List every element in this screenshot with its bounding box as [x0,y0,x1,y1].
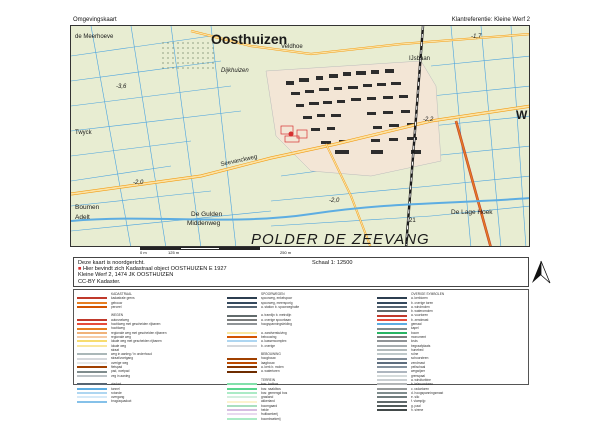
de-gulden-label: De Gulden [191,211,223,218]
legend-label: viaduct [111,382,122,387]
legend-label: BEBOUWING [261,352,281,357]
legend-label: d. hoogspanningsmast [411,390,444,395]
height-label: -2,2 [423,117,434,123]
legend-label: a. kerk b. molen [261,365,284,370]
scale-note: Schaal 1: 12500 [312,260,353,266]
legend-swatch [377,353,407,355]
legend-label: autosnelweg [111,317,129,322]
legend-swatch [377,379,407,381]
legend-label: TERREIN [261,377,275,382]
height-label: 21 [409,218,416,224]
legend-swatch [227,409,257,411]
topographic-map [71,26,530,247]
legend-swatch [227,336,257,338]
location-marker [289,132,294,137]
legend-swatch [377,332,407,334]
legend-swatch [227,396,257,398]
legend-label: a. station b. spoorweghalte [261,304,300,309]
info-box [73,257,529,287]
license-note: CC-BY Kadaster. [78,278,121,285]
orchard-area [161,41,216,71]
legend-swatch [377,336,407,338]
legend-label: hoofdweg met gescheiden rijbanen [111,322,161,327]
legend-swatch [227,383,257,385]
legend-swatch [377,302,407,304]
legend-label: rotonde [111,390,122,395]
legend-swatch [377,366,407,368]
legend-label: kruis [411,339,418,344]
legend-item [227,417,367,421]
legend-swatch [77,319,107,321]
legend-swatch [227,371,257,373]
legend-label: b. telecomtoren [411,382,433,387]
scale-label: 125 m [168,250,180,255]
legend-swatch [77,332,107,334]
north-arrow-icon [528,259,554,285]
legend-swatch [227,310,257,312]
legend-label: KADASTRAAL [111,292,133,296]
legend-label: b. wateromolen [411,309,433,314]
legend-column [77,292,217,404]
legend-column [377,292,527,412]
legend-swatch [377,362,407,364]
legend-swatch [377,401,407,403]
legend-swatch [227,345,257,347]
veldhoe-label: Veldhoe [281,44,303,50]
legend-swatch [77,349,107,351]
twyck-label: Twyck [75,130,92,136]
legend-label: tunnel [111,386,120,391]
legend-swatch [77,371,107,373]
seevanckweg-label: Seevanckweg [220,154,258,168]
legend-swatch [377,319,407,321]
scale-label: 250 m [280,250,292,255]
map-title: Omgevingskaart [73,17,117,23]
legend-label: lokale weg [111,343,127,348]
legend-label: boomgaard [261,403,278,408]
boumen-label: Boumen [75,204,100,211]
legend-item [77,399,217,403]
legend-swatch [77,366,107,368]
legend-swatch [227,418,257,420]
legend-label: fruitkwekerij [261,412,278,417]
legend-label: g. paal [411,403,421,408]
legend-swatch [227,297,257,299]
legend-swatch [77,396,107,398]
legend-label: kapel [411,326,419,331]
legend-swatch [77,323,107,325]
legend-swatch [77,362,107,364]
legend-label: a. tramlijn b. metrolijn [261,313,292,318]
legend-swatch [227,388,257,390]
legend-label: weg in aanleg / in onderhoud [111,352,152,357]
legend-label: perceel [111,304,122,309]
legend-label: h. sirene [411,408,424,413]
legend-label: WEGEN [111,313,124,318]
legend-swatch [77,375,107,377]
legend-swatch [227,340,257,342]
legend-label: monument [411,334,427,339]
dijkhuizen-label: Dijkhuizen [221,68,249,74]
legend-swatch [227,349,257,351]
address-note: Kleine Werf 2, 1474 JK OOSTHUIZEN [78,272,174,279]
legend-swatch [377,345,407,347]
legend-swatch [377,349,407,351]
info-text [78,260,227,285]
legend-swatch [227,293,257,295]
w-label: W [516,108,528,122]
legend-label: straat/voetgang [111,356,133,361]
scale-segment [220,247,260,250]
height-label: -3,6 [116,84,127,90]
legend-swatch [377,392,407,394]
legend-swatch [77,383,107,385]
legend-label: e. silo [411,395,420,400]
scale-segment [180,247,220,250]
legend-swatch [77,358,107,360]
legend-swatch [77,336,107,338]
legend-item [377,408,527,412]
legend-label: b. zendmast [411,317,429,322]
polder-label: POLDER DE ZEEVANG [251,231,430,247]
legend-label: a. windmolen [411,304,430,309]
legend-swatch [377,328,407,330]
legend-label: begraafplaats [411,343,431,348]
legend-swatch [77,353,107,355]
scale-bar [140,247,300,257]
legend-swatch [77,392,107,394]
ijsbaan-label: IJsbaan [409,56,431,62]
legend-swatch [227,328,257,330]
legend-label: gemaal [411,322,422,327]
legend-swatch [377,297,407,299]
legend-label: regionale weg met gescheiden rijbanen [111,330,167,335]
adelt-label: Adelt [75,214,90,221]
legend-swatch [227,392,257,394]
height-label: -2,0 [329,198,340,204]
legend-swatch [377,405,407,407]
legend-swatch [77,315,107,317]
legend-label: bos: naaldbos [261,386,281,391]
height-label: -1,7 [471,34,482,40]
scale-label: 0 m [140,250,147,255]
legend-swatch [227,362,257,364]
legend-label: hoogspanningsleiding [261,322,292,327]
legend-label: b. overige toren [411,300,434,305]
legend-swatch [227,358,257,360]
height-label: -2,0 [133,180,144,186]
map-viewport[interactable] [70,25,530,247]
legend-column [227,292,367,421]
legend-swatch [227,413,257,415]
legend-swatch [77,306,107,308]
legend-label: regionale weg [111,334,131,339]
legend-label: c. radartoren [411,386,430,391]
legend-swatch [377,383,407,385]
legend-label: boomkwekerij [261,416,281,421]
legend-label: laagbouw [261,360,275,365]
legend-label: a. windturbine [411,377,431,382]
legend-label: grenspaal [411,373,425,378]
object-note: ■ Hier bevindt zich Kadastraal object OOSTHUIZEN E 1927 [78,266,227,273]
legend-label: overige weg [111,360,129,365]
legend-label: straat [111,347,119,352]
legend-swatch [227,315,257,317]
legend-label: SPOORWEGEN [261,292,285,296]
legend-swatch [227,353,257,355]
legend-label: lokale weg met gescheiden rijbanen [111,339,162,344]
legend-label: OVERIGE SYMBOLEN [411,292,445,296]
meerhoeve-label: de Meerhoeve [75,34,114,40]
legend-label: bos: loofbos [261,382,279,387]
legend-swatch [227,319,257,321]
legend-swatch [227,323,257,325]
legend-swatch [227,375,257,377]
legend-swatch [77,293,107,295]
legend-label: a. zandverstuiving [261,330,287,335]
legend-label: bos: gemengd bos [261,390,288,395]
legend-swatch [77,297,107,299]
legend-swatch [377,409,407,411]
de-lage-hoek-label: De Lage Hoek [451,209,493,216]
legend-label: hoogbouw [261,356,276,361]
legend-label: gebouw [111,300,123,305]
legend-label: f. vlampijp [411,399,426,404]
legend-swatch [377,310,407,312]
legend-swatch [377,323,407,325]
legend-swatch [377,340,407,342]
legend-label: spoorweg, meersporig [261,300,293,305]
legend-label: a. overige spoorbaan [261,317,291,322]
legend-swatch [77,340,107,342]
legend-label: schoorsteen [411,356,429,361]
legend-label: zendmast [411,360,425,365]
legend-label: boom [411,330,419,335]
legend-label: a. vuurtoren [411,313,429,318]
legend-swatch [77,310,107,312]
legend-label: a. kassencomplex [261,339,287,344]
legend-label: veg in aanleg [111,373,130,378]
legend-label: overgang [111,395,125,400]
legend-label: a. kerktoren [411,296,428,301]
legend-label: akkerland [261,399,275,404]
legend-swatch [377,388,407,390]
legend-label: ruïne [411,352,419,357]
legend-swatch [377,306,407,308]
legend-label: spoorweg, enkelspoor [261,296,293,301]
legend-label: a. watertoren [261,369,280,374]
legend-swatch [227,332,257,334]
legend-swatch [77,379,107,381]
location-marker-icon: ■ [78,266,82,273]
legend-swatch [227,306,257,308]
legend-swatch [377,293,407,295]
legend-label: grasland [261,395,274,400]
legend-label: pad, voetpad [111,369,130,374]
legend-label: b. overige [261,343,275,348]
legend-swatch [227,379,257,381]
legend-swatch [227,401,257,403]
legend-label: fietspad [111,365,123,370]
orientation-note: Deze kaart is noordgericht. [78,260,145,266]
legend-swatch [377,315,407,317]
legend-label: peilschaal [411,365,426,370]
legend-swatch [227,405,257,407]
middenweg-label: Middenweg [187,220,221,227]
legend-swatch [77,401,107,403]
legend-swatch [377,375,407,377]
legend-swatch [377,358,407,360]
legend-swatch [77,328,107,330]
legend-swatch [77,302,107,304]
legend-label: hunebed [411,347,424,352]
legend-swatch [227,302,257,304]
legend-label: bebouwing [261,334,277,339]
legend-swatch [77,388,107,390]
legend-label: kadastrale grens [111,296,135,301]
legend-swatch [227,366,257,368]
legend-swatch [77,345,107,347]
legend-label: wegwijzer [411,369,425,374]
client-reference: Klantreferentie: Kleine Werf 2 [451,17,530,23]
legend-label: heide [261,408,269,413]
map-legend [73,289,529,421]
legend-label: hoofdweg [111,326,125,331]
legend-swatch [377,371,407,373]
legend-label: brug/aquaduct [111,399,132,404]
legend-swatch [377,396,407,398]
town-label: Oosthuizen [211,31,288,47]
